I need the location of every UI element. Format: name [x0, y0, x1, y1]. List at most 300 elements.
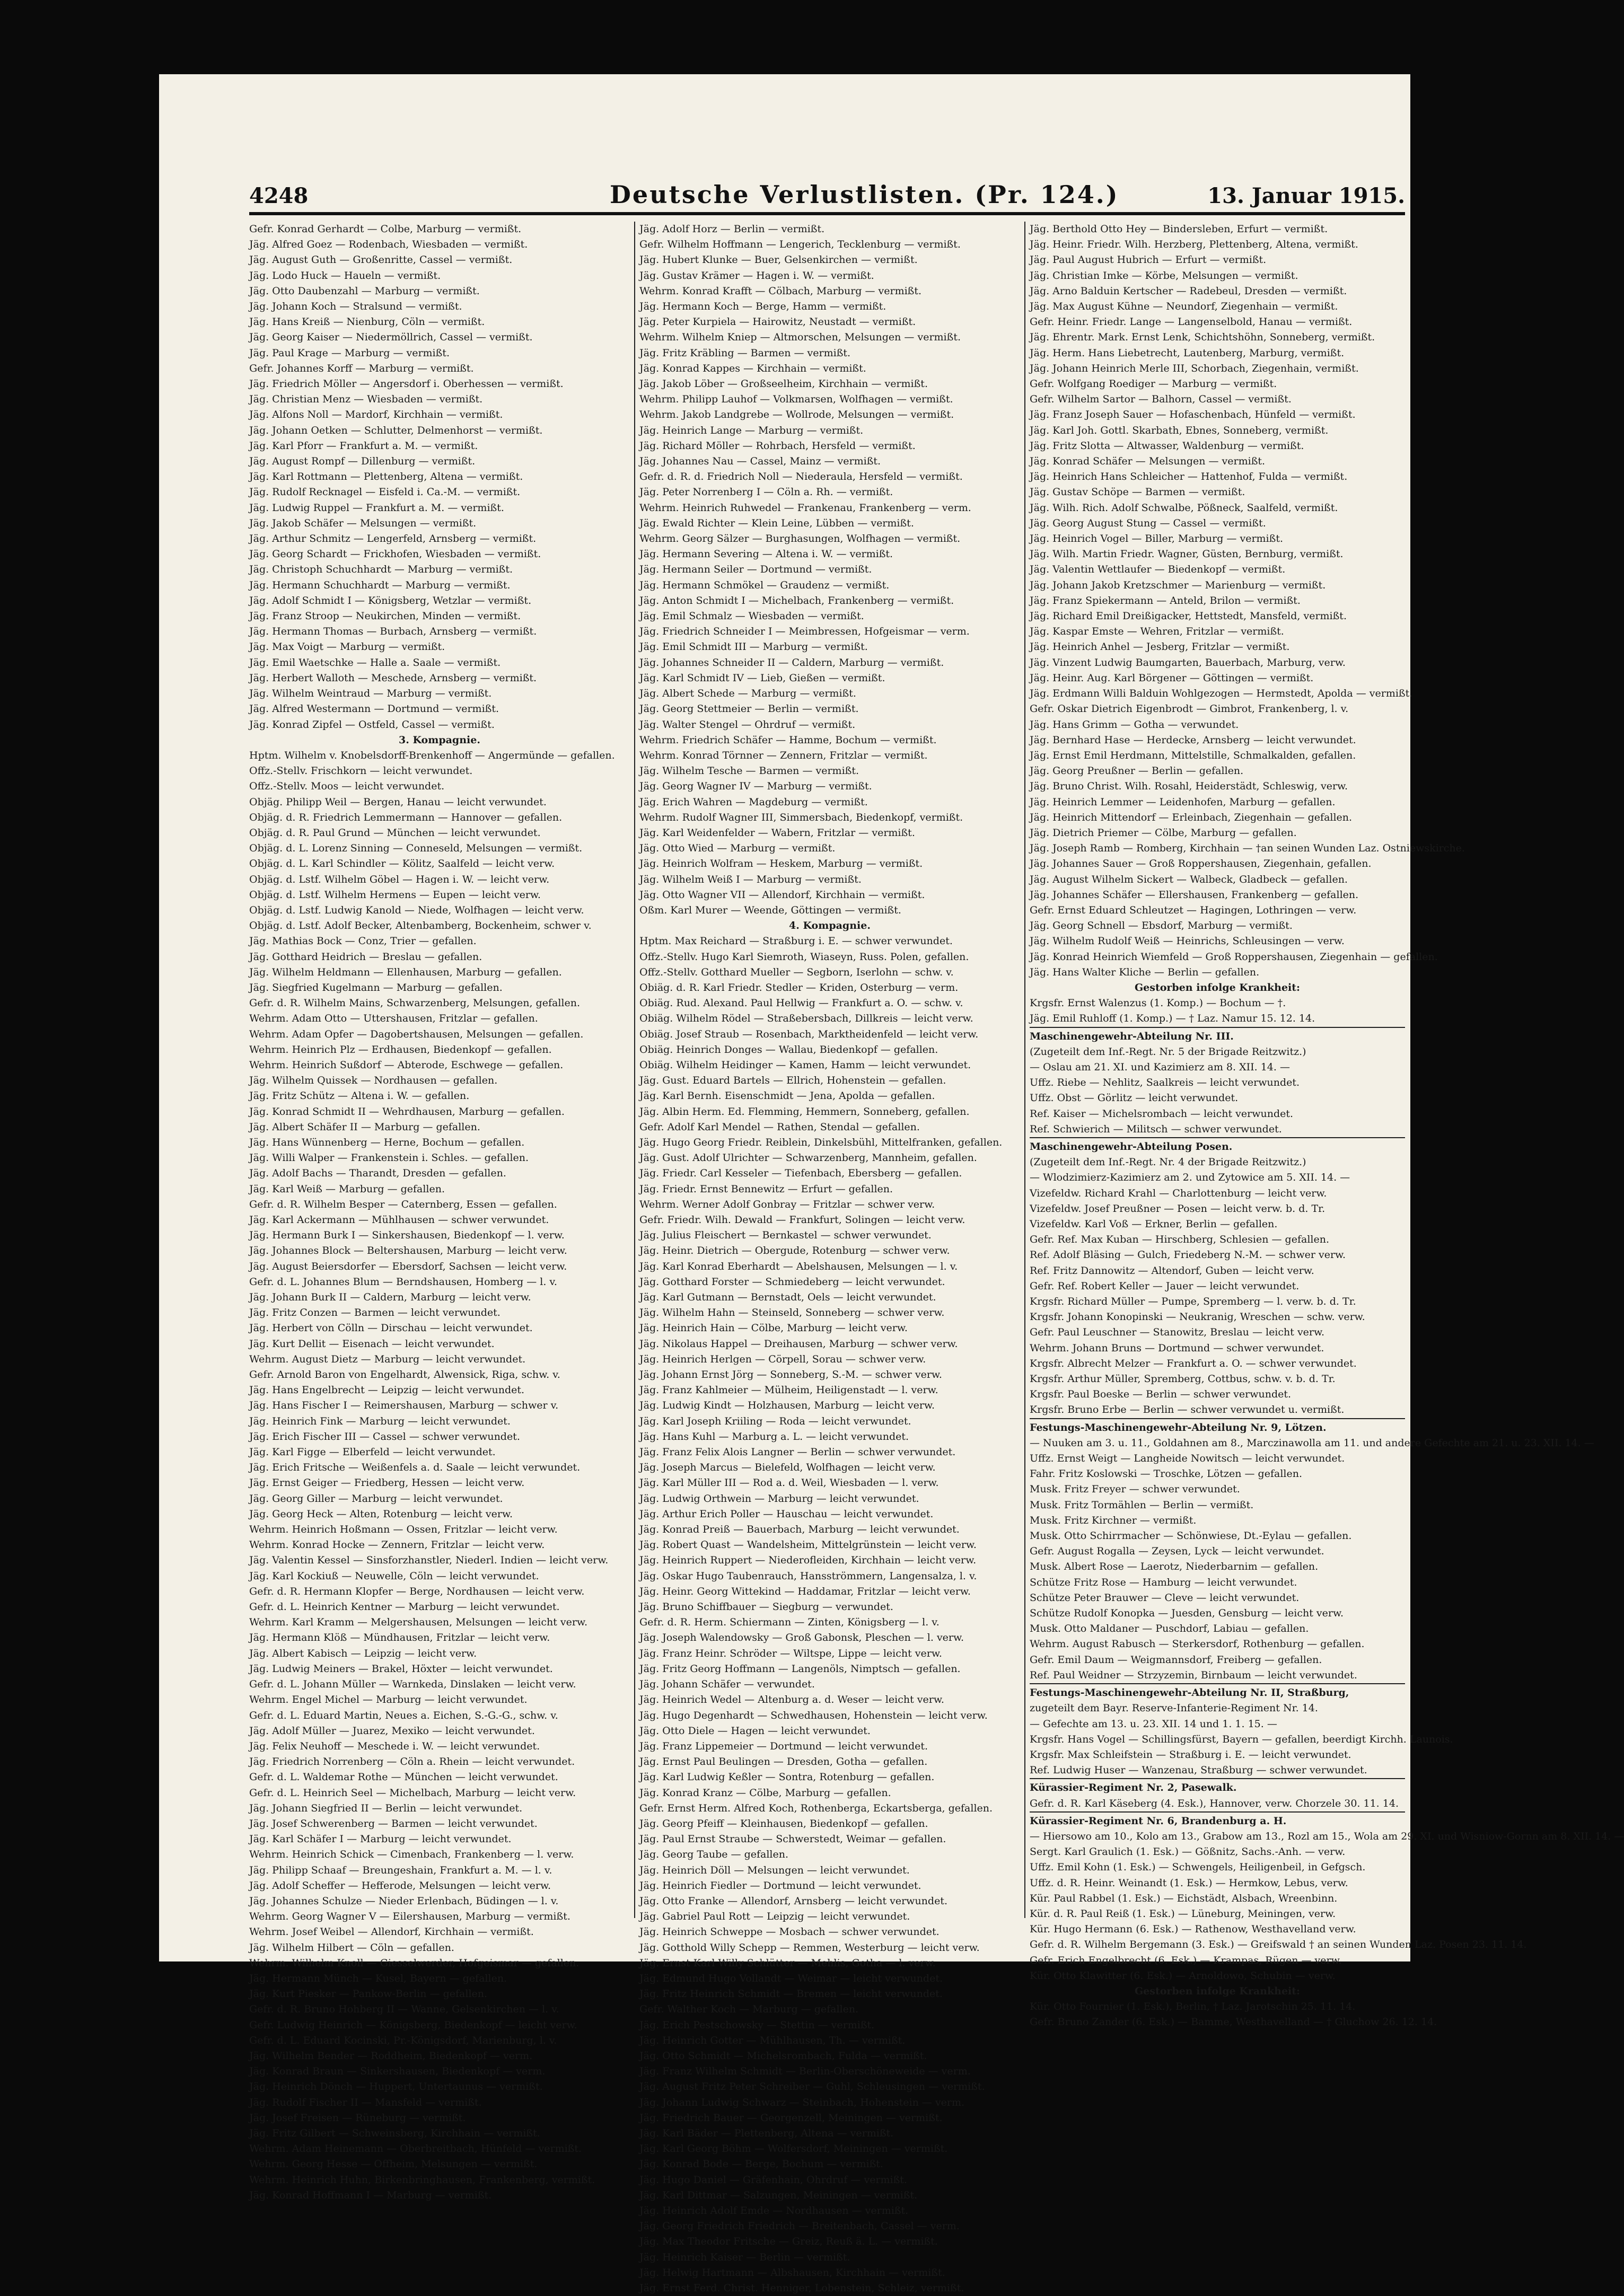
- list-entry: Wehrm. Heinrich Ruhwedel — Frankenau, Frankenberg — verm.: [639, 502, 971, 514]
- list-entry: Jäg. Karl Gutmann — Bernstadt, Oels — leicht verwundet.: [639, 1291, 936, 1304]
- list-entry: zugeteilt dem Bayr. Reserve-Infanterie-Regiment Nr. 14.: [1030, 1702, 1318, 1714]
- list-entry: Jäg. Georg Giller — Marburg — leicht verwundet.: [249, 1492, 503, 1505]
- list-entry: Kürassier-Regiment Nr. 2, Pasewalk.: [1030, 1778, 1405, 1796]
- list-entry: Jäg. Georg Schardt — Frickhofen, Wiesbaden — vermißt.: [249, 548, 541, 560]
- list-entry: Wehrm. Heinrich Plz — Erdhausen, Biedenkopf — gefallen.: [249, 1043, 552, 1055]
- list-entry: Jäg. Johann Heinrich Merle III, Schorbach, Ziegenhain, vermißt.: [1030, 362, 1359, 374]
- list-entry: Jäg. Fritz Slotta — Altwasser, Waldenburg — vermißt.: [1030, 439, 1304, 452]
- list-entry: Ref. Paul Weidner — Strzyzemin, Birnbaum — leicht verwundet.: [1030, 1669, 1357, 1681]
- list-entry: Jäg. Adolf Müller — Juarez, Mexiko — leicht verwundet.: [249, 1725, 535, 1737]
- list-entry: Jäg. Max August Kühne — Neundorf, Ziegenhain — vermißt.: [1030, 301, 1338, 313]
- list-entry: Jäg. Hermann Schuchhardt — Marburg — vermißt.: [249, 579, 511, 591]
- list-entry: Objäg. d. Lstf. Wilhelm Hermens — Eupen — leicht verw.: [249, 889, 541, 901]
- list-entry: Fahr. Fritz Koslowski — Troschke, Lötzen — gefallen.: [1030, 1468, 1302, 1480]
- list-entry: Gefr. Walther Koch — Marburg — gefallen.: [639, 2003, 859, 2016]
- page-header: [249, 180, 1405, 207]
- list-entry: Gefr. d. R. Herm. Schiermann — Zinten, Königsberg — l. v.: [639, 1616, 940, 1629]
- list-entry: Jäg. Heinrich Ruppert — Niederofleiden, Kirchhain — leicht verw.: [639, 1554, 977, 1567]
- list-entry: Jäg. Franz Wilhelm Schmidt — Berlin-Oberschöneweide — verm.: [639, 2065, 971, 2078]
- list-entry: Kür. d. R. Paul Reiß (1. Esk.) — Lüneburg, Meiningen, verw.: [1030, 1907, 1336, 1920]
- list-entry: Gefr. August Rogalla — Zeysen, Lyck — leicht verwundet.: [1030, 1545, 1324, 1558]
- list-entry: Jäg. Hermann Schmökel — Graudenz — vermißt.: [639, 579, 890, 591]
- list-entry: Ref. Adolf Bläsing — Gulch, Friedeberg N.-M. — schwer verw.: [1030, 1249, 1346, 1261]
- list-entry: Krgsfr. Paul Boeske — Berlin — schwer verwundet.: [1030, 1388, 1292, 1401]
- list-entry: Obiäg. d. R. Karl Friedr. Stedler — Kriden, Osterburg — verm.: [639, 981, 959, 993]
- list-entry: Jäg. Wilhelm Bender — Roddheim, Biedenkopf — verm.: [249, 2049, 533, 2062]
- list-entry: Krgsfr. Albrecht Melzer — Frankfurt a. O. — schwer verwundet.: [1030, 1357, 1357, 1369]
- list-entry: Jäg. Johann Siegfried II — Berlin — leicht verwundet.: [249, 1802, 523, 1814]
- list-entry: Jäg. Karl Bernh. Eisenschmidt — Jena, Apolda — gefallen.: [639, 1090, 935, 1102]
- list-entry: Krgsfr. Ernst Walenzus (1. Komp.) — Bochum — †.: [1030, 997, 1286, 1009]
- list-entry: Jäg. Heinrich Hans Schleicher — Hattenhof, Fulda — vermißt.: [1030, 471, 1348, 483]
- list-entry: Jäg. Heinr. Georg Wittekind — Haddamar, Fritzlar — leicht verw.: [639, 1585, 971, 1597]
- list-entry: Wehrm. Karl Kramm — Melgershausen, Melsungen — leicht verw.: [249, 1616, 587, 1629]
- list-entry: Jäg. Herm. Hans Liebetrecht, Lautenberg, Marburg, vermißt.: [1030, 347, 1345, 359]
- list-entry: Jäg. Wilhelm Hilbert — Cöln — gefallen.: [249, 1941, 454, 1954]
- list-entry: Jäg. Bernhard Hase — Herdecke, Arnsberg — leicht verwundet.: [1030, 734, 1356, 746]
- list-entry: Jäg. Ehrentr. Mark. Ernst Lenk, Schichtshöhn, Sonneberg, vermißt.: [1030, 331, 1375, 344]
- list-entry: Gefr. Johannes Korff — Marburg — vermißt.: [249, 362, 474, 374]
- list-entry: Jäg. Albert Kabisch — Leipzig — leicht verw.: [249, 1647, 477, 1659]
- list-entry: Gefr. d. L. Heinrich Seel — Michelbach, Marburg — leicht verw.: [249, 1787, 576, 1799]
- list-entry: Jäg. August Rompf — Dillenburg — vermißt.: [249, 455, 476, 468]
- list-entry: Vizefeldw. Richard Krahl — Charlottenburg — leicht verw.: [1030, 1187, 1327, 1199]
- list-entry: Jäg. Julius Fleischert — Bernkastel — schwer verwundet.: [639, 1229, 932, 1242]
- list-entry: Jäg. Alfred Westermann — Dortmund — vermißt.: [249, 703, 499, 715]
- list-entry: Jäg. Friedrich Möller — Angersdorf i. Oberhessen — vermißt.: [249, 378, 564, 390]
- list-entry: Jäg. Heinrich Wolfram — Heskem, Marburg — vermißt.: [639, 858, 923, 870]
- list-entry: Jäg. Karl Schmidt IV — Lieb, Gießen — vermißt.: [639, 672, 885, 684]
- list-entry: — Nuuken am 3. u. 11., Goldahnen am 8., Marczinawolla am 11. und andere Gefechte am 21. u. 23. XII. 14. —: [1030, 1437, 1594, 1449]
- list-entry: Jäg. Friedrich Bauer — Georgenzell, Meiningen — vermißt.: [639, 2112, 943, 2124]
- list-entry: Jäg. Bruno Schiffbauer — Siegburg — verwundet.: [639, 1601, 893, 1613]
- list-entry: Jäg. Johannes Block — Beltershausen, Marburg — leicht verw.: [249, 1245, 567, 1257]
- list-entry: Jäg. Adolf Schmidt I — Königsberg, Wetzlar — vermißt.: [249, 594, 532, 606]
- list-entry: Obiäg. Rud. Alexand. Paul Hellwig — Frankfurt a. O. — schw. v.: [639, 997, 963, 1009]
- list-entry: Jäg. Hermann Seiler — Dortmund — vermißt.: [639, 564, 872, 576]
- list-entry: Jäg. Helwig Hartmann — Albshausen, Kirchhain — vermißt.: [639, 2266, 945, 2279]
- list-entry: Jäg. Johann Koch — Stralsund — vermißt.: [249, 301, 462, 313]
- list-entry: Jäg. Kurt Piesker — Pankow-Berlin — gefallen.: [249, 1988, 488, 2000]
- list-entry: Jäg. Anton Schmidt I — Michelbach, Frankenberg — vermißt.: [639, 594, 954, 606]
- list-entry: — Hiersowo am 10., Kolo am 13., Grabow am 13., Rozl am 15., Wola am 29. XI. und Wisniow-Gornn am 8. XII. 14. —: [1030, 1830, 1624, 1842]
- list-entry: Jäg. Otto Diele — Hagen — leicht verwundet.: [639, 1725, 871, 1737]
- list-entry: Gefr. Heinr. Friedr. Lange — Langenselbold, Hanau — vermißt.: [1030, 316, 1353, 328]
- list-entry: Jäg. Christoph Schuchhardt — Marburg — vermißt.: [249, 564, 513, 576]
- list-entry: Jäg. Hans Walter Kliche — Berlin — gefallen.: [1030, 966, 1260, 978]
- list-entry: Jäg. Johannes Schneider II — Caldern, Marburg — vermißt.: [639, 656, 944, 668]
- list-entry: — Wlodzimierz-Kazimierz am 2. und Zytowice am 5. XII. 14. —: [1030, 1172, 1350, 1184]
- list-entry: Jäg. Heinrich Adolf Emde — Nordhausen — vermißt.: [639, 2205, 909, 2216]
- list-entry: Gefr. Friedr. Wilh. Dewald — Frankfurt, Solingen — leicht verw.: [639, 1214, 965, 1226]
- list-entry: Jäg. Kurt Dellit — Eisenach — leicht verwundet.: [249, 1338, 495, 1350]
- list-entry: Objäg. d. Lstf. Adolf Becker, Altenbamberg, Bockenheim, schwer v.: [249, 920, 592, 932]
- list-entry: Maschinengewehr-Abteilung Posen.: [1030, 1137, 1405, 1155]
- list-entry: Jäg. Vinzent Ludwig Baumgarten, Bauerbach, Marburg, verw.: [1030, 656, 1346, 668]
- list-entry: Jäg. Wilhelm Weiß I — Marburg — vermißt.: [639, 873, 862, 885]
- list-entry: Wehrm. Georg Sälzer — Burghasungen, Wolfhagen — vermißt.: [639, 533, 961, 545]
- list-entry: Jäg. Ernst Karl Willy Schlütter — Mehlis, Gotha — l. verw.: [639, 1957, 936, 1969]
- list-entry: Jäg. Wilhelm Rudolf Weiß — Heinrichs, Schleusingen — verw.: [1030, 935, 1345, 947]
- list-entry: Uffz. d. R. Heinr. Weinandt (1. Esk.) — Hermkow, Lebus, verw.: [1030, 1877, 1348, 1889]
- list-entry: Jäg. Hermann Burk I — Sinkershausen, Biedenkopf — l. verw.: [249, 1229, 565, 1242]
- list-entry: Jäg. Georg Wagner IV — Marburg — vermißt.: [639, 780, 872, 793]
- list-entry: Jäg. Wilhelm Quissek — Nordhausen — gefallen.: [249, 1075, 498, 1087]
- list-entry: Jäg. Erdmann Willi Balduin Wohlgezogen — Hermstedt, Apolda — vermißt.: [1030, 688, 1413, 700]
- list-entry: Gefr. Wolfgang Roediger — Marburg — vermißt.: [1030, 378, 1277, 390]
- list-entry: Jäg. Albert Schäfer II — Marburg — gefallen.: [249, 1121, 480, 1133]
- list-entry: Jäg. Christian Menz — Wiesbaden — vermißt.: [249, 393, 483, 406]
- list-entry: Jäg. Heinrich Mittendorf — Erleinbach, Ziegenhain — gefallen.: [1030, 811, 1353, 823]
- list-entry: Jäg. Richard Möller — Rohrbach, Hersfeld — vermißt.: [639, 439, 916, 452]
- list-entry: (Zugeteilt dem Inf.-Regt. Nr. 4 der Brigade Reitzwitz.): [1030, 1156, 1306, 1168]
- list-entry: Jäg. Robert Quast — Wandelsheim, Mittelgrünstein — leicht verw.: [639, 1539, 977, 1551]
- list-entry: Wehrm. Adam Opfer — Dagobertshausen, Melsungen — gefallen.: [249, 1028, 584, 1040]
- text-column-1: [249, 222, 630, 2203]
- list-entry: Jäg. Johann Ernst Jörg — Sonneberg, S.-M. — schwer verw.: [639, 1369, 942, 1381]
- list-entry: Kür. Hugo Hermann (6. Esk.) — Rathenow, Westhavelland verw.: [1030, 1923, 1356, 1936]
- list-entry: Jäg. Erich Wahren — Magdeburg — vermißt.: [639, 796, 868, 808]
- issue-date: 13. Januar 1915.: [1207, 183, 1405, 208]
- list-entry: Jäg. Franz Joseph Sauer — Hofaschenbach, Hünfeld — vermißt.: [1030, 409, 1356, 421]
- list-entry: Wehrm. Heinrich Huhn, Birkenbringhausen, Frankenberg, vermißt.: [249, 2174, 595, 2186]
- list-entry: Jäg. Ewald Richter — Klein Leine, Lübben — vermißt.: [639, 517, 914, 529]
- list-entry: Jäg. Arthur Erich Poller — Hauschau — leicht verwundet.: [639, 1508, 934, 1520]
- list-entry: Jäg. Heinrich Vogel — Biller, Marburg — vermißt.: [1030, 533, 1283, 545]
- list-entry: Jäg. Gustav Krämer — Hagen i. W. — vermißt.: [639, 269, 874, 281]
- list-entry: Gefr. d. L. Eduard Martin, Neues a. Eichen, S.-G.-G., schw. v.: [249, 1709, 558, 1721]
- list-entry: Jäg. Albert Schede — Marburg — vermißt.: [639, 688, 856, 700]
- list-entry: Jäg. Georg Stettmeier — Berlin — vermißt.: [639, 703, 859, 715]
- column-divider-1: [634, 222, 635, 1918]
- list-entry: Jäg. Hans Wünnenberg — Herne, Bochum — gefallen.: [249, 1136, 525, 1148]
- list-entry: Jäg. Ernst Paul Beulingen — Dresden, Gotha — gefallen.: [639, 1756, 928, 1768]
- list-entry: Krgsfr. Johann Konopinski — Neukranig, Wreschen — schw. verw.: [1030, 1311, 1365, 1323]
- list-entry: Musk. Otto Maldaner — Puschdorf, Labiau — gefallen.: [1030, 1623, 1309, 1635]
- text-column-3: [1030, 222, 1624, 2030]
- list-entry: Jäg. Heinrich Kaiser — Berlin — vermißt.: [639, 2251, 850, 2263]
- list-entry: Jäg. August Beiersdorfer — Ebersdorf, Sachsen — leicht verw.: [249, 1260, 567, 1272]
- list-entry: 3. Kompagnie.: [399, 734, 480, 746]
- list-entry: Wehrm. Josef Weibel — Allendorf, Kirchhain — vermißt.: [249, 1926, 534, 1938]
- list-entry: Jäg. Ludwig Kindt — Holzhausen, Marburg — leicht verw.: [639, 1400, 935, 1412]
- list-entry: Jäg. Ernst Emil Herdmann, Mittelstille, Schmalkalden, gefallen.: [1030, 749, 1356, 761]
- list-entry: Jäg. Erich Fritsche — Weißenfels a. d. Saale — leicht verwundet.: [249, 1462, 581, 1474]
- list-entry: Objäg. Philipp Weil — Bergen, Hanau — leicht verwundet.: [249, 796, 547, 808]
- list-entry: Jäg. Heinrich Fink — Marburg — leicht verwundet.: [249, 1415, 511, 1427]
- list-entry: Jäg. Ludwig Meiners — Brakel, Höxter — leicht verwundet.: [249, 1662, 553, 1675]
- list-entry: Uffz. Riebe — Nehlitz, Saalkreis — leicht verwundet.: [1030, 1077, 1300, 1089]
- list-entry: Jäg. Max Voigt — Marburg — vermißt.: [249, 641, 445, 653]
- list-entry: Jäg. Hermann Thomas — Burbach, Arnsberg — vermißt.: [249, 626, 537, 638]
- list-entry: Jäg. Heinrich Gotter — Mühlhausen, Th. — vermißt.: [639, 2034, 906, 2046]
- list-entry: Jäg. Karl Kockiuß — Neuwelle, Cöln — leicht verwundet.: [249, 1570, 539, 1582]
- list-entry: Jäg. Heinrich Fiedler — Dortmund — leicht verwundet.: [639, 1879, 921, 1892]
- list-entry: Objäg. d. L. Lorenz Sinning — Conneseld, Melsungen — vermißt.: [249, 842, 583, 855]
- list-entry: Jäg. Otto Daubenzahl — Marburg — vermißt.: [249, 285, 480, 297]
- list-entry: Gefr. Ref. Max Kuban — Hirschberg, Schlesien — gefallen.: [1030, 1234, 1329, 1246]
- list-entry: Jäg. Joseph Ramb — Romberg, Kirchhain — †an seinen Wunden Laz. Ostniewskirche.: [1030, 842, 1465, 855]
- list-entry: Jäg. Franz Felix Alois Langner — Berlin — schwer verwundet.: [639, 1446, 956, 1458]
- list-entry: Jäg. Heinr. Dietrich — Obergude, Rotenburg — schwer verw.: [639, 1245, 950, 1257]
- list-entry: Jäg. Herbert von Cölln — Dirschau — leicht verwundet.: [249, 1322, 533, 1334]
- list-entry: Uffz. Obst — Görlitz — leicht verwundet.: [1030, 1092, 1239, 1104]
- list-entry: Jäg. Franz Spiekermann — Anteld, Brilon — vermißt.: [1030, 594, 1301, 606]
- publication-title: Deutsche Verlustlisten. (Pr. 124.): [610, 180, 1119, 209]
- list-entry: Obiäg. Heinrich Donges — Wallau, Biedenkopf — gefallen.: [639, 1043, 938, 1055]
- list-entry: Gefr. Oskar Dietrich Eigenbrodt — Gimbrot, Frankenberg, l. v.: [1030, 703, 1349, 715]
- list-entry: Jäg. Gotthard Forster — Schmiedeberg — leicht verwundet.: [639, 1275, 945, 1288]
- list-entry: Wehrm. August Rabusch — Sterkersdorf, Rothenburg — gefallen.: [1030, 1638, 1365, 1650]
- list-entry: Schütze Rudolf Konopka — Juesden, Gensburg — leicht verw.: [1030, 1607, 1344, 1620]
- list-entry: Gefr. Arnold Baron von Engelhardt, Alwensick, Riga, schw. v.: [249, 1369, 560, 1381]
- list-entry: Jäg. Otto Franke — Allendorf, Arnsberg — leicht verwundet.: [639, 1895, 948, 1907]
- list-entry: Wehrm. Heinrich Hoßmann — Ossen, Fritzlar — leicht verw.: [249, 1524, 558, 1536]
- list-entry: Wehrm. Heinrich Schick — Cimenbach, Frankenberg — l. verw.: [249, 1849, 574, 1861]
- list-entry: Jäg. Georg Friedrich Friedrich — Breitenbach, Cassel — verm.: [639, 2220, 960, 2232]
- list-entry: Jäg. Fritz Gilbert — Schweinsberg, Kirchhain — vermißt.: [249, 2127, 540, 2139]
- list-entry: Jäg. Franz Kahlmeier — Mülheim, Heiligenstadt — l. verw.: [639, 1384, 938, 1396]
- list-entry: Jäg. Karl Bäder — Plettenberg, Altena — vermißt.: [639, 2127, 894, 2139]
- header-rule: [249, 212, 1405, 215]
- list-entry: Jäg. Heinr. Aug. Karl Börgener — Göttingen — vermißt.: [1030, 672, 1314, 684]
- list-entry: Musk. Otto Schirrmacher — Schönwiese, Dt.-Eylau — gefallen.: [1030, 1530, 1352, 1542]
- list-entry: Jäg. Ernst Ferd. Christ. Henniger, Lobenstein, Schleiz, vermißt.: [639, 2282, 964, 2294]
- list-entry: Ref. Schwierich — Militsch — schwer verwundet.: [1030, 1123, 1282, 1135]
- list-entry: Jäg. Fritz Conzen — Barmen — leicht verwundet.: [249, 1307, 501, 1319]
- list-entry: Jäg. Karl Dittmar — Salzungen, Meiningen — vermißt.: [639, 2189, 918, 2201]
- list-entry: Jäg. Jakob Schäfer — Melsungen — vermißt.: [249, 517, 477, 529]
- list-entry: Krgsfr. Bruno Erbe — Berlin — schwer verwundet u. vermißt.: [1030, 1404, 1345, 1416]
- list-entry: Jäg. Jakob Löber — Großseelheim, Kirchhain — vermißt.: [639, 378, 928, 390]
- list-entry: Jäg. Gotthard Heidrich — Breslau — gefallen.: [249, 951, 482, 963]
- list-entry: Jäg. Konrad Preiß — Bauerbach, Marburg — leicht verwundet.: [639, 1524, 960, 1536]
- list-entry: Jäg. Karl Ludwig Keßler — Sontra, Rotenburg — gefallen.: [639, 1771, 935, 1783]
- list-entry: Gefr. Ref. Robert Keller — Jauer — leicht verwundet.: [1030, 1280, 1300, 1292]
- list-entry: Jäg. Joseph Walendowsky — Groß Gabonsk, Pleschen — l. verw.: [639, 1632, 964, 1644]
- list-entry: (Zugeteilt dem Inf.-Regt. Nr. 5 der Brigade Reitzwitz.): [1030, 1045, 1306, 1058]
- list-entry: Jäg. Johannes Sauer — Groß Roppershausen, Ziegenhain, gefallen.: [1030, 858, 1372, 870]
- list-entry: Jäg. Ludwig Orthwein — Marburg — leicht verwundet.: [639, 1492, 919, 1505]
- list-entry: Jäg. Josef Schwerenberg — Barmen — leicht verwundet.: [249, 1817, 538, 1829]
- list-entry: Gefr. d. L. Johann Müller — Warnkeda, Dinslaken — leicht verw.: [249, 1678, 576, 1691]
- list-entry: Jäg. Heinrich Herlgen — Cörpell, Sorau — schwer verw.: [639, 1353, 926, 1365]
- list-entry: Jäg. Arno Balduin Kertscher — Radebeul, Dresden — vermißt.: [1030, 285, 1347, 297]
- list-entry: Jäg. Hans Kreiß — Nienburg, Cöln — vermißt.: [249, 316, 485, 328]
- list-entry: Gefr. d. L. Waldemar Rothe — München — leicht verwundet.: [249, 1771, 558, 1783]
- list-entry: Jäg. Hermann Klöß — Mündhausen, Fritzlar — leicht verw.: [249, 1632, 550, 1644]
- list-entry: Wehrm. Werner Adolf Gonbray — Fritzlar — schwer verw.: [639, 1198, 935, 1210]
- list-entry: Jäg. Franz Lippemeier — Dortmund — leicht verwundet.: [639, 1740, 928, 1752]
- list-entry: Jäg. Heinrich Wedel — Altenburg a. d. Weser — leicht verw.: [639, 1694, 944, 1706]
- list-entry: Jäg. August Guth — Großenritte, Cassel — vermißt.: [249, 254, 513, 266]
- list-entry: Jäg. Karl Ackermann — Mühlhausen — schwer verwundet.: [249, 1214, 549, 1226]
- list-entry: Jäg. Johannes Schulze — Nieder Erlenbach, Büdingen — l. v.: [249, 1895, 559, 1907]
- column-divider-2: [1024, 222, 1025, 1918]
- list-entry: Wehrm. Johann Bruns — Dortmund — schwer verwundet.: [1030, 1342, 1324, 1354]
- list-entry: Jäg. Berthold Otto Hey — Bindersleben, Erfurt — vermißt.: [1030, 223, 1328, 235]
- list-entry: Jäg. Ludwig Ruppel — Frankfurt a. M. — vermißt.: [249, 502, 504, 514]
- list-entry: Jäg. Oskar Hugo Taubenrauch, Hansströmmern, Langensalza, l. v.: [639, 1570, 977, 1582]
- list-entry: Hptm. Wilhelm v. Knobelsdorff-Brenkenhoff — Angermünde — gefallen.: [249, 749, 615, 761]
- list-entry: Jäg. Willi Walper — Frankenstein i. Schles. — gefallen.: [249, 1152, 529, 1164]
- list-entry: Gefr. d. L. Heinrich Kentner — Marburg — leicht verwundet.: [249, 1601, 560, 1613]
- list-entry: Festungs-Maschinengewehr-Abteilung Nr. 9, Lötzen.: [1030, 1418, 1405, 1436]
- list-entry: Gefr. Ludwig Heinrich — Königsberg, Biedenkopf — leicht verw.: [249, 2019, 577, 2031]
- list-entry: Wehrm. Konrad Törnner — Zennern, Fritzlar — vermißt.: [639, 749, 928, 761]
- list-entry: Krgsfr. Max Schleifstein — Straßburg i. E. — leicht verwundet.: [1030, 1748, 1351, 1761]
- list-entry: Vizefeldw. Josef Preußner — Posen — leicht verw. b. d. Tr.: [1030, 1202, 1325, 1215]
- list-entry: Gefr. Erich Engelbrecht (6. Esk.) — Krampas, Rügen — verw.: [1030, 1954, 1342, 1966]
- list-entry: Jäg. Georg Preußner — Berlin — gefallen.: [1030, 765, 1244, 777]
- list-entry: Gefr. Adolf Karl Mendel — Rathen, Stendal — gefallen.: [639, 1121, 920, 1133]
- list-entry: Jäg. Hubert Klunke — Buer, Gelsenkirchen — vermißt.: [639, 254, 918, 266]
- list-entry: Jäg. Hans Grimm — Gotha — verwundet.: [1030, 718, 1239, 731]
- list-entry: Wehrm. Wilhelm Knoll — Giesselwerder, Hofgeismar — gefallen.: [249, 1957, 580, 1969]
- list-entry: — Oslau am 21. XI. und Kazimierz am 8. XII. 14. —: [1030, 1061, 1290, 1073]
- list-entry: Jäg. Karl Joh. Gottl. Skarbath, Ebnes, Sonneberg, vermißt.: [1030, 424, 1329, 436]
- list-entry: Kürassier-Regiment Nr. 6, Brandenburg a. H.: [1030, 1811, 1405, 1829]
- list-entry: Jäg. Georg Taube — gefallen.: [639, 1849, 789, 1861]
- list-entry: Jäg. Gotthold Willy Schepp — Remmen, Westerburg — leicht verw.: [639, 1941, 980, 1954]
- list-entry: Wehrm. Adam Heinemann — Oberbreitbach, Hünfeld — vermißt.: [249, 2143, 582, 2155]
- list-entry: Jäg. Konrad Hoffmann I — Marburg — vermißt.: [249, 2189, 492, 2201]
- list-entry: Wehrm. Adam Otto — Uttershausen, Fritzlar — gefallen.: [249, 1013, 538, 1025]
- list-entry: Schütze Fritz Rose — Hamburg — leicht verwundet.: [1030, 1576, 1297, 1588]
- list-entry: Jäg. Valentin Wettlaufer — Biedenkopf — vermißt.: [1030, 564, 1286, 576]
- list-entry: Jäg. Philipp Schaaf — Breungeshain, Frankfurt a. M. — l. v.: [249, 1864, 552, 1876]
- list-entry: Jäg. Wilhelm Weintraud — Marburg — vermißt.: [249, 688, 492, 700]
- list-entry: Jäg. Arthur Schmitz — Lengerfeld, Arnsberg — vermißt.: [249, 533, 537, 545]
- list-entry: Jäg. Fritz Georg Hoffmann — Langenöls, Nimptsch — gefallen.: [639, 1662, 961, 1675]
- list-entry: Offz.-Stellv. Hugo Karl Siemroth, Wiaseyn, Russ. Polen, gefallen.: [639, 951, 969, 963]
- list-entry: Jäg. Karl Schäfer I — Marburg — leicht verwundet.: [249, 1833, 512, 1845]
- list-entry: Jäg. Josef Freisen — Rüneburg — vermißt.: [249, 2112, 466, 2124]
- list-entry: Jäg. Johann Oetken — Schlutter, Delmenhorst — vermißt.: [249, 424, 543, 436]
- list-entry: Jäg. Wilh. Rich. Adolf Schwalbe, Pößneck, Saalfeld, vermißt.: [1030, 502, 1338, 514]
- list-entry: Wehrm. Konrad Krafft — Cölbach, Marburg — vermißt.: [639, 285, 922, 297]
- text-column-2: [639, 222, 1020, 2296]
- list-entry: Objäg. d. R. Friedrich Lemmermann — Hannover — gefallen.: [249, 811, 563, 823]
- list-entry: Jäg. Edmund Hugo Vollandt — Weimar — leicht verwundet.: [639, 1972, 943, 1984]
- list-entry: Kür. Otto Fournier (1. Esk.), Berlin, † Laz. Jarotschin 25. 11. 14.: [1030, 2001, 1356, 2013]
- list-entry: Gefr. Ernst Herm. Alfred Koch, Rothenberga, Eckartsberga, gefallen.: [639, 1802, 993, 1814]
- list-entry: Jäg. Franz Stroop — Neukirchen, Minden — vermißt.: [249, 610, 521, 622]
- list-entry: Offz.-Stellv. Gotthard Mueller — Segborn, Iserlohn — schw. v.: [639, 966, 954, 978]
- list-entry: Obiäg. Josef Straub — Rosenbach, Marktheidenfeld — leicht verw.: [639, 1028, 979, 1040]
- list-entry: Krgsfr. Arthur Müller, Spremberg, Cottbus, schw. v. b. d. Tr.: [1030, 1373, 1336, 1385]
- list-entry: Oßm. Karl Murer — Weende, Göttingen — vermißt.: [639, 904, 901, 916]
- list-entry: Jäg. Richard Emil Dreißigacker, Hettstedt, Mansfeld, vermißt.: [1030, 610, 1347, 622]
- list-entry: Jäg. Herbert Walloth — Meschede, Arnsberg — vermißt.: [249, 672, 537, 684]
- list-entry: Jäg. Heinrich Dönch — Huppert, Untertaunus — vermißt.: [249, 2081, 543, 2093]
- list-entry: Jäg. Gustav Schöpe — Barmen — vermißt.: [1030, 486, 1245, 498]
- list-entry: Wehrm. Rudolf Wagner III, Simmersbach, Biedenkopf, vermißt.: [639, 811, 963, 823]
- list-entry: Jäg. Gust. Eduard Bartels — Ellrich, Hohenstein — gefallen.: [639, 1075, 946, 1087]
- list-entry: Jäg. Karl Weiß — Marburg — gefallen.: [249, 1183, 445, 1195]
- list-entry: Jäg. Karl Georg Böhm — Wolfersdorf, Meiningen — vermißt.: [639, 2143, 948, 2155]
- list-entry: Wehrm. Philipp Lauhof — Volkmarsen, Wolfhagen — vermißt.: [639, 393, 953, 406]
- list-entry: Jäg. Heinrich Schweppe — Mosbach — schwer verwundet.: [639, 1926, 940, 1938]
- list-entry: Jäg. Heinrich Lange — Marburg — vermißt.: [639, 424, 864, 436]
- list-entry: Jäg. Gust. Adolf Ulrichter — Schwarzenberg, Mannheim, gefallen.: [639, 1152, 977, 1164]
- list-entry: Gefr. d. R. Bruno Hohberg II — Wanne, Gelsenkirchen — l. v.: [249, 2003, 559, 2016]
- list-entry: Jäg. Karl Rottmann — Plettenberg, Altena — vermißt.: [249, 471, 523, 483]
- list-entry: Gefr. Paul Leuschner — Stanowitz, Breslau — leicht verw.: [1030, 1326, 1325, 1339]
- list-entry: Jäg. Karl Figge — Elberfeld — leicht verwundet.: [249, 1446, 496, 1458]
- list-entry: Jäg. Karl Konrad Eberhardt — Abelshausen, Melsungen — l. v.: [639, 1260, 958, 1272]
- list-entry: Gefr. d. L. Johannes Blum — Berndshausen, Homberg — l. v.: [249, 1275, 557, 1288]
- list-entry: Jäg. Dietrich Priemer — Cölbe, Marburg — gefallen.: [1030, 826, 1297, 839]
- list-entry: Jäg. Heinr. Friedr. Wilh. Herzberg, Plettenberg, Altena, vermißt.: [1030, 239, 1358, 251]
- list-entry: Jäg. Georg Kaiser — Niedermöllrich, Cassel — vermißt.: [249, 331, 533, 344]
- list-entry: Jäg. Georg Pfeiff — Kleinhausen, Biedenkopf — gefallen.: [639, 1817, 928, 1829]
- list-entry: Sergt. Karl Graulich (1. Esk.) — Gößnitz, Sachs.-Anh. — verw.: [1030, 1846, 1346, 1858]
- list-entry: Jäg. Hermann Münch — Kusel, Bayern — gefallen.: [249, 1972, 507, 1984]
- list-entry: Jäg. Hans Engelbrecht — Leipzig — leicht verwundet.: [249, 1384, 525, 1396]
- list-entry: Jäg. Otto Wied — Marburg — vermißt.: [639, 842, 836, 855]
- list-entry: Jäg. Konrad Heinrich Wiemfeld — Groß Roppershausen, Ziegenhain — gefallen.: [1030, 951, 1438, 963]
- list-entry: Jäg. Valentin Kessel — Sinsforzhanstler, Niederl. Indien — leicht verw.: [249, 1554, 609, 1567]
- list-entry: Wehrm. Georg Hesse — Offheim, Melsungen — vermißt.: [249, 2158, 538, 2170]
- list-entry: Jäg. Otto Wagner VII — Allendorf, Kirchhain — vermißt.: [639, 889, 925, 901]
- list-entry: Jäg. Erich Pestschowsky — Stettin — vermißt.: [639, 2019, 875, 2031]
- list-entry: Musk. Albert Rose — Laerotz, Niederbarnim — gefallen.: [1030, 1561, 1319, 1573]
- list-entry: Jäg. Heinrich Hain — Cölbe, Marburg — leicht verw.: [639, 1322, 908, 1334]
- list-entry: Jäg. Rudolf Fischer II — Mansfeld — vermißt.: [249, 2096, 482, 2108]
- list-entry: Jäg. Johann Schäfer — verwundet.: [639, 1678, 815, 1691]
- list-entry: Kür. Otto Klawitter (6. Esk.) — Arnoldowo, Schubin — verw.: [1030, 1969, 1336, 1982]
- list-entry: Jäg. Konrad Kappes — Kirchhain — vermißt.: [639, 362, 866, 374]
- list-entry: Gefr. Ernst Eduard Schleutzet — Hagingen, Lothringen — verw.: [1030, 904, 1357, 916]
- list-entry: Jäg. Emil Ruhloff (1. Komp.) — † Laz. Namur 15. 12. 14.: [1030, 1013, 1315, 1025]
- list-entry: Jäg. Johann Burk II — Caldern, Marburg — leicht verw.: [249, 1291, 531, 1304]
- list-entry: Wehrm. Engel Michel — Marburg — leicht verwundet.: [249, 1694, 528, 1706]
- list-entry: Jäg. Joseph Marcus — Bielefeld, Wolfhagen — leicht verw.: [639, 1462, 936, 1474]
- list-entry: Jäg. Johann Ludwig Schwarz — Steinbach, Hohenstein — verm.: [639, 2096, 965, 2108]
- list-entry: Schütze Peter Brauwer — Cleve — leicht verwundet.: [1030, 1591, 1300, 1604]
- list-entry: Jäg. Bruno Christ. Wilh. Rosahl, Heiderstädt, Schleswig, verw.: [1030, 780, 1348, 793]
- list-entry: Jäg. Adolf Horz — Berlin — vermißt.: [639, 223, 825, 235]
- list-entry: Jäg. Hugo Daniel — Gräfenhain, Ohrdruf — vermißt.: [639, 2174, 907, 2186]
- list-entry: Festungs-Maschinengewehr-Abteilung Nr. II, Straßburg,: [1030, 1683, 1405, 1701]
- list-entry: Jäg. Fritz Kräbling — Barmen — vermißt.: [639, 347, 851, 359]
- list-entry: Jäg. Albin Herm. Ed. Flemming, Hemmern, Sonneberg, gefallen.: [639, 1105, 970, 1118]
- list-entry: Jäg. Hermann Koch — Berge, Hamm — vermißt.: [639, 301, 886, 313]
- list-entry: Gefr. Wilhelm Sartor — Balhorn, Cassel — vermißt.: [1030, 393, 1292, 406]
- list-entry: Uffz. Emil Kohn (1. Esk.) — Schwengels, Heiligenbeil, in Gefgsch.: [1030, 1861, 1366, 1873]
- list-entry: Wehrm. August Dietz — Marburg — leicht verwundet.: [249, 1353, 526, 1365]
- list-entry: Jäg. Paul August Hubrich — Erfurt — vermißt.: [1030, 254, 1267, 266]
- list-entry: Objäg. d. L. Karl Schindler — Kölitz, Saalfeld — leicht verw.: [249, 858, 555, 870]
- list-entry: Jäg. Karl Weidenfelder — Wabern, Fritzlar — vermißt.: [639, 826, 915, 839]
- list-entry: Jäg. Wilhelm Tesche — Barmen — vermißt.: [639, 765, 859, 777]
- list-entry: Jäg. Konrad Kranz — Cölbe, Marburg — gefallen.: [639, 1787, 891, 1799]
- list-entry: Jäg. Georg Schnell — Ebsdorf, Marburg — vermißt.: [1030, 920, 1293, 932]
- list-entry: Jäg. August Wilhelm Sickert — Walbeck, Gladbeck — gefallen.: [1030, 873, 1348, 885]
- list-entry: Jäg. Mathias Bock — Conz, Trier — gefallen.: [249, 935, 477, 947]
- list-entry: Gefr. Bruno Zander (6. Esk.) — Bamme, Westhavelland — † Gluchow 26. 12. 14.: [1030, 2016, 1437, 2028]
- list-entry: Wehrm. Konrad Hocke — Zennern, Fritzlar — leicht verw.: [249, 1539, 545, 1551]
- list-entry: Jäg. Alfons Noll — Mardorf, Kirchhain — vermißt.: [249, 409, 503, 421]
- list-entry: Gefr. d. R. d. Friedrich Noll — Niederaula, Hersfeld — vermißt.: [639, 471, 963, 483]
- list-entry: Jäg. Heinrich Döll — Melsungen — leicht verwundet.: [639, 1864, 910, 1876]
- list-entry: Jäg. Friedr. Carl Kesseler — Tiefenbach, Ebersberg — gefallen.: [639, 1167, 962, 1180]
- list-entry: Vizefeldw. Karl Voß — Erkner, Berlin — gefallen.: [1030, 1218, 1278, 1230]
- list-entry: Jäg. Johann Jakob Kretzschmer — Marienburg — vermißt.: [1030, 579, 1326, 591]
- list-entry: Jäg. Paul Ernst Straube — Schwerstedt, Weimar — gefallen.: [639, 1833, 946, 1845]
- list-entry: Jäg. Wilh. Martin Friedr. Wagner, Güsten, Bernburg, vermißt.: [1030, 548, 1344, 560]
